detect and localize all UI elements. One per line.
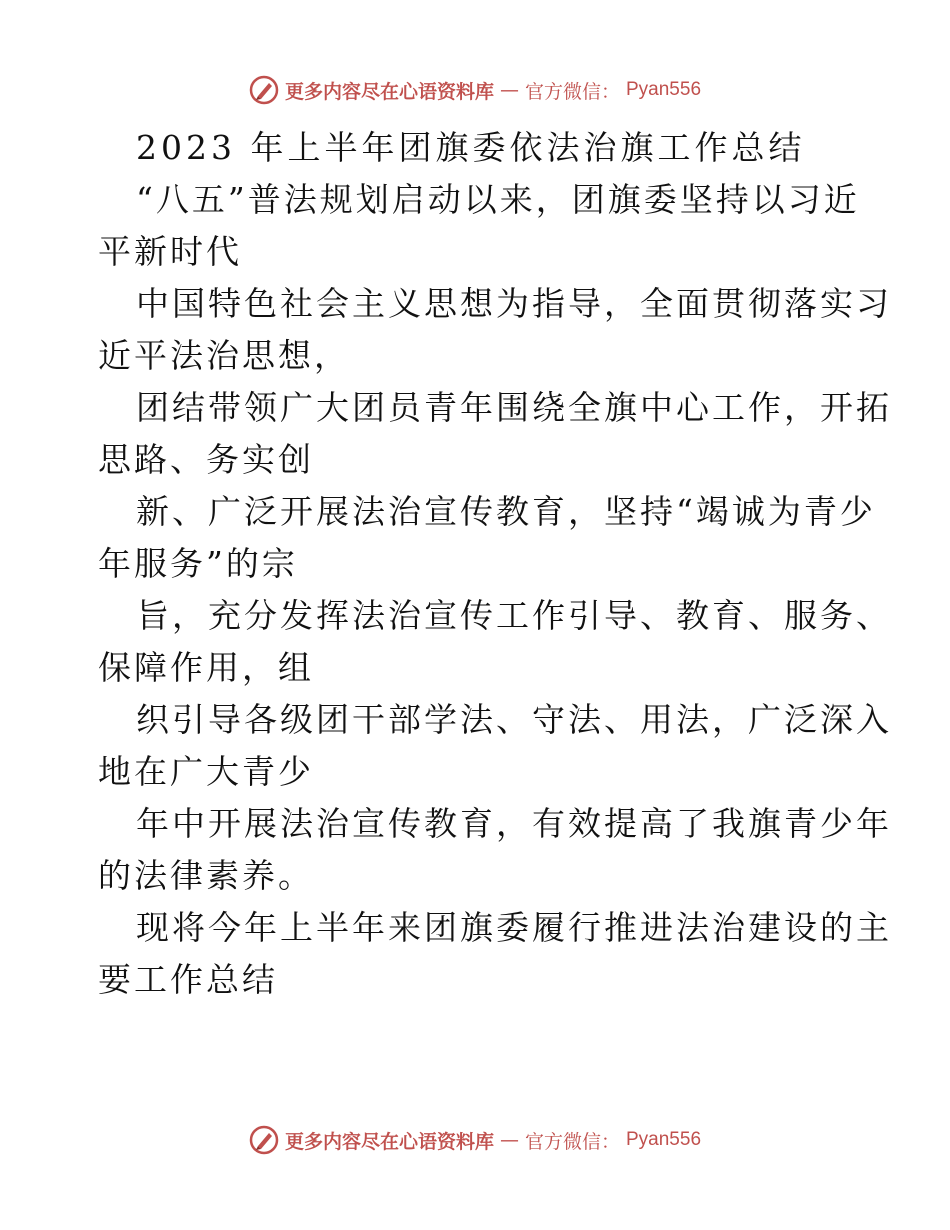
banner-wechat-id: Pyan556 <box>626 1129 702 1150</box>
banner-separator: — <box>499 1129 519 1151</box>
banner-wechat-label: 官方微信： <box>524 1130 620 1153</box>
seal-pen-logo-icon <box>249 75 279 105</box>
paragraph-line: 新、广泛开展法治宣传教育，坚持“竭诚为青少 <box>136 492 876 531</box>
paragraph-line: 平新时代 <box>98 232 242 271</box>
banner-wechat-id: Pyan556 <box>626 79 702 100</box>
document-title: 2023 年上半年团旗委依法治旗工作总结 <box>136 128 806 167</box>
paragraph-line: 要工作总结 <box>98 960 278 999</box>
paragraph-line: 团结带领广大团员青年围绕全旗中心工作，开拓 <box>136 388 892 427</box>
paragraph-line: 织引导各级团干部学法、守法、用法，广泛深入 <box>136 700 892 739</box>
header-banner <box>0 70 950 110</box>
paragraph-line: 地在广大青少 <box>98 752 314 791</box>
paragraph-line: 年中开展法治宣传教育，有效提高了我旗青少年 <box>136 804 892 843</box>
paragraph-line: 近平法治思想， <box>98 336 350 375</box>
banner-site-text: 更多内容尽在心语资料库 <box>284 1130 494 1153</box>
paragraph-line: “八五”普法规划启动以来，团旗委坚持以习近 <box>136 180 860 219</box>
paragraph-line: 的法律素养。 <box>98 856 314 895</box>
paragraph-line: 年服务”的宗 <box>98 544 298 583</box>
banner-wechat-label: 官方微信： <box>524 80 620 103</box>
seal-pen-logo-icon <box>249 1125 279 1155</box>
banner-separator: — <box>499 79 519 101</box>
paragraph-line: 思路、务实创 <box>98 440 314 479</box>
footer-banner <box>0 1120 950 1160</box>
paragraph-line: 中国特色社会主义思想为指导，全面贯彻落实习 <box>136 284 892 323</box>
paragraph-line: 旨，充分发挥法治宣传工作引导、教育、服务、 <box>136 596 892 635</box>
paragraph-line: 现将今年上半年来团旗委履行推进法治建设的主 <box>136 908 892 947</box>
paragraph-line: 保障作用，组 <box>98 648 314 687</box>
banner-site-text: 更多内容尽在心语资料库 <box>284 80 494 103</box>
document-body <box>98 122 892 1006</box>
